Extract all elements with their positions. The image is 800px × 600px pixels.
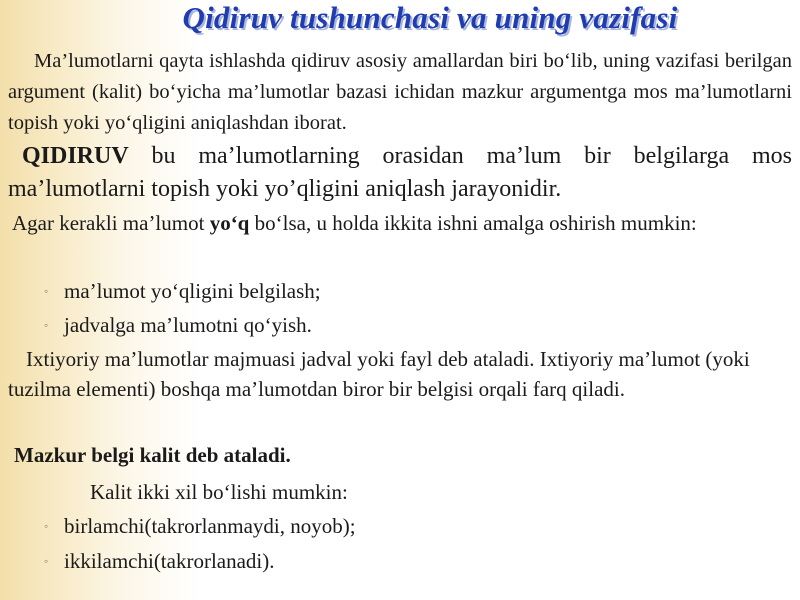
slide-title: Qidiruv tushunchasi va uning vazifasi <box>182 0 678 35</box>
paragraph-intro-text: Ma’lumotlarni qayta ishlashda qidiruv asosiy amallardan biri bo‘lib, uning vazifasi berilgan argument (kalit) bo‘yicha ma’lumotlar bazasi ichidan mazkur argumentga mos ma’lumotlarni topish yoki yo‘qligini aniqlashdan iborat. <box>8 50 792 134</box>
paragraph-intro <box>8 46 792 139</box>
condition-before: Agar kerakli ma’lumot <box>12 211 210 235</box>
list-item-text: jadvalga ma’lumotni qo‘yish. <box>64 313 312 337</box>
paragraph-condition <box>8 208 778 238</box>
paragraph-definition <box>8 140 792 206</box>
list-item-text: birlamchi(takrorlanmaydi, noyob); <box>64 514 356 538</box>
list-item-text: ikkilamchi(takrorlanadi). <box>64 549 275 573</box>
bullet-icon: ◦ <box>44 554 49 568</box>
paragraph-key-types: Kalit ikki xil bo‘lishi mumkin: <box>90 480 348 504</box>
condition-bold: yo‘q <box>209 211 250 235</box>
bullet-icon: ◦ <box>44 519 49 533</box>
list-item-text: ma’lumot yo‘qligini belgilash; <box>64 279 321 303</box>
paragraph-table-text: Ixtiyoriy ma’lumotlar majmuasi jadval yoki fayl deb ataladi. Ixtiyoriy ma’lumot (yoki tuzilma elementi) boshqa ma’lumotdan biror bir belgisi orqali farq qiladi. <box>8 347 750 401</box>
condition-after: bo‘lsa, u holda ikkita ishni amalga oshirish mumkin: <box>249 211 697 235</box>
bullet-icon: ◦ <box>44 284 49 298</box>
definition-term: QIDIRUV <box>22 143 129 169</box>
paragraph-table <box>8 344 778 404</box>
bullet-icon: ◦ <box>44 318 49 332</box>
definition-text: bu ma’lumotlarning orasidan ma’lum bir belgilarga mos ma’lumotlarni topish yoki yo’qligini aniqlash jarayonidir. <box>8 143 792 202</box>
paragraph-key-bold: Mazkur belgi kalit deb ataladi. <box>14 443 291 467</box>
